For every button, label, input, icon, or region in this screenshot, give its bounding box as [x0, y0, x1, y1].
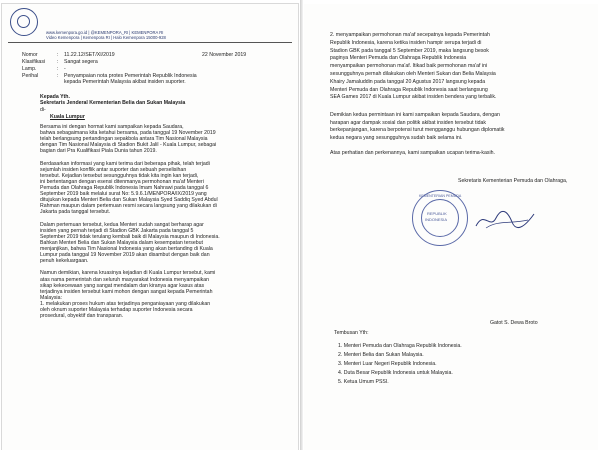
letterhead-contact-2: Video Kemenpora | Kemenpora RI | Halo Kemenpora 15000-928 — [46, 35, 166, 40]
letterhead-rule — [8, 42, 292, 43]
cc-heading: Tembusan Yth: — [334, 330, 369, 336]
body-text-line: oleh oknum suporter Malaysia terhadap suporter Indonesia secara — [40, 307, 193, 313]
point-2-line: Menteri Pemuda dan Olahraga Republik Indonesia saat berlangsung — [330, 86, 488, 93]
cc-item: 2. Menteri Belia dan Sukan Malaysia. — [338, 352, 424, 358]
stamp-text-mid: REPUBLIK — [427, 211, 447, 216]
body-text-line: Malaysia: — [40, 294, 62, 301]
perihal-label: Perihal — [22, 73, 39, 79]
point-2-line: menyampaikan permohonan ma'af. Itikad baik permohonan ma'af ini — [330, 63, 488, 70]
body-text-line: Lumpur pada tanggal 19 November 2019 akan disambut dengan baik dan — [40, 252, 210, 259]
point-2-line: paginya Menteri Pemuda dan Olahraga Republik Indonesia — [330, 55, 467, 62]
point-2-line: Stadion GBK pada tanggal 5 September 2019, maka langsung besok — [330, 47, 489, 54]
body-text-line: Pemuda dan Olahraga Republik Indonesia Imam Nahrawi pada tanggal 6 — [40, 185, 209, 191]
body-text-line: Bahkan Menteri Belia dan Sukan Malaysia dalam kesempatan tersebut — [40, 239, 203, 246]
klasifikasi-label: Klasifikasi — [22, 59, 46, 65]
cc-item: 5. Ketua Umum PSSI. — [338, 379, 389, 385]
cc-item: 1. Menteri Pemuda dan Olahraga Republik Indonesia. — [338, 343, 462, 349]
body-text-line: Namun demikian, karena kruasinya kejadian di Kuala Lumpur tersebut, kami — [40, 270, 216, 277]
nomor-value: 11.22.12/SET/XI/2019 — [64, 52, 115, 58]
recipient-di: di- — [40, 107, 46, 113]
body-text-line: ditujukan kepada Menteri Belia dan Sukan Malaysia Syed Saddiq Syed Abdul — [40, 197, 218, 204]
signatory-name: Gatot S. Dewa Broto — [490, 320, 538, 326]
body-text-line: Rahman maupun dalam pertemuan resmi secara langsung yang dilakukan di — [40, 203, 217, 210]
body-text-line: bahwa sebagaimana kita ketahui bersama, pada tanggal 19 November 2019 — [40, 130, 216, 137]
body-text-line: insiden yang pernah terjadi di Stadion GBK Jakarta pada tanggal 5 — [40, 227, 194, 234]
letterhead-contact-1: www.kemenpora.go.id | @KEMENPORA_RI | KEMENPORA RI — [46, 30, 164, 35]
perihal-value-1: Penyampaian nota protes Pemerintah Republik Indonesia — [64, 73, 197, 79]
lamp-value: - — [64, 66, 66, 72]
recipient-city: Kuala Lumpur — [50, 114, 85, 120]
body-text-line: telah berlangsung pertandingan sepakbola antara Tim Nasional Malaysia — [40, 136, 208, 143]
cc-item: 3. Menteri Luar Negeri Republik Indonesia. — [338, 361, 437, 367]
body-text-line: penuh kekeluargaan. — [40, 258, 89, 265]
body-text-line: sejumlah insiden konflik antar suporter dan sebuah perselisihan — [40, 166, 187, 173]
lamp-label: Lamp. — [22, 66, 37, 72]
closing-line: Demikian kedua permintaan ini kami sampaikan kepada Saudara, dengan — [330, 112, 500, 118]
perihal-value-2: kepada Pemerintah Malaysia akibat insiden suporter. — [64, 79, 186, 85]
body-text-line: Dalam pertemuan tersebut, kedua Menteri sudah sangat berharap agar — [40, 221, 204, 228]
body-text-line: bagian dari Pra Kualifikasi Piala Dunia tahun 2019. — [40, 148, 157, 155]
closing-line: berkepanjangan, karena berpotensi turut mengganggu hubungan diplomatik — [330, 127, 505, 133]
body-text-line: 1. melakukan proses hukum atas terjadinya penganiayaan yang dilakukan — [40, 300, 211, 307]
closing-line: harapan agar dampak sosial dan politik akibat insiden tersebut tidak — [330, 119, 487, 126]
body-text-line: Berdasarkan informasi yang kami terima dari beberapa pihak, telah terjadi — [40, 160, 210, 167]
letterhead — [2, 4, 298, 48]
letter-date: 22 November 2019 — [202, 52, 247, 58]
point-2-line: Republik Indonesia, karena ketika insiden hampir serupa terjadi di — [330, 39, 482, 46]
body-text-line: September 2019 baik melalui surat No: 5.9.6.1/MENPORA/IX/2019 yang — [40, 191, 207, 198]
body-text-line: menjanjikan, bahwa Tim Nasional Indonesia yang akan bertanding di Kuala — [40, 246, 213, 252]
body-text-line: tersebut. Kejadian tersebut sesungguhnya tidak kita ingin kan terjadi, — [40, 172, 199, 179]
body-text-line: ini bertentangan dengan esensi ditenmanya permohonan ma'af Menteri — [40, 178, 204, 185]
closing-line: Atas perhatian dan perkenannya, kami sampaikan ucapan terima-kasih. — [330, 149, 495, 156]
body-text-line: terjadinya insiden tersebut kami mohon dengan sangat kepada Pemerintah — [40, 288, 213, 295]
body-text-line: Jakarta pada tanggal tersebut. — [40, 209, 111, 216]
body-text-line: prosedural, obyektif dan transparan. — [40, 313, 124, 320]
kemenpora-logo-icon — [10, 8, 38, 36]
page-gutter — [300, 0, 303, 450]
handwritten-signature — [474, 208, 536, 232]
recipient-yth: Kepada Yth. — [40, 94, 70, 100]
closing-line: kedua negara yang sesungguhnya sudah baik selama ini. — [330, 134, 463, 141]
body-text-line: sikap kekecewaan yang sangat mendalam dan kiranya agar kasus atas — [40, 282, 205, 289]
body-text-line: atas nama pemerintah dan seluruh masyarakat Indonesia menyampaikan — [40, 276, 209, 283]
letter-page-2 — [304, 4, 598, 450]
cc-item: 4. Duta Besar Republik Indonesia untuk Malaysia. — [338, 370, 453, 376]
official-stamp — [412, 190, 468, 246]
point-2-line: sesungguhnya pernah dilakukan oleh Menteri Sukan dan Belia Malaysia — [330, 71, 496, 77]
stamp-text-bot: INDONESIA — [425, 217, 448, 222]
stamp-text-top: KEMENTERIAN PEMUDA — [419, 194, 462, 198]
point-2-line: 2. menyampaikan permohonan ma'af secepatnya kepada Pemerintah — [330, 32, 490, 38]
point-2-line: SEA Games 2017 di Kuala Lumpur akibat insiden bendera yang terbalik. — [330, 94, 497, 101]
point-2-line: Khairy Jamaluddin pada tanggal 20 Agustus 2017 langsung kepada — [330, 78, 486, 85]
body-text-line: Bersama ini dengan hormat kami sampaikan kepada Saudara, — [40, 124, 184, 130]
nomor-label: Nomor — [22, 52, 38, 58]
body-text-line: dengan Tim Nasional Malaysia di Stadion Bukit Jalil - Kuala Lumpur, sebagai — [40, 142, 217, 149]
recipient-title: Sekretaris Jenderal Kementerian Belia dan Sukan Malaysia — [40, 100, 186, 106]
body-text-line: September 2019 tidak terulang kembali baik di Malaysia maupun di Indonesia. — [40, 233, 220, 240]
klasifikasi-value: Sangat segera — [64, 59, 98, 65]
signatory-title: Sekretaris Kementerian Pemuda dan Olahraga, — [458, 178, 568, 184]
letter-page-1: www.kemenpora.go.id | @KEMENPORA_RI | KEMENPORA RI Video Kemenpora | Kemenpora RI | Halo Kemenpora 15000-928 Nomor : 11.22.12/SET/XI/2019 22 November 2019 Klasifikasi : Sangat segera Lamp. : - Perihal : Penyampaian nota protes Pemerintah Republik Indonesia kepada Pemerintah Malaysia akibat insiden suporter. Kepada Yth. Sekretaris Jenderal Kementerian Belia dan Sukan Malaysia di- Kuala Lumpur Bersama ini dengan hormat kami sampaikan kepada Saudara, bahwa sebagaimana kita ketahui bersama, pada tanggal 19 November 2019 telah berlangsung pertandingan sepakbola antara Tim Nasional Malaysia dengan Tim Nasional Malaysia di Stadion Bukit Jalil - Kuala Lumpur, sebagai bagian dari Pra Kualifikasi Piala Dunia tahun 2019. Berdasarkan informasi yang kami terima dari beberapa pihak, telah terjadi sejumlah insiden konflik antar suporter dan sebuah perselisihan tersebut. Kejadian tersebut sesungguhnya tidak kita ingin kan terjadi, ini bertentangan dengan esensi ditenmanya permohonan ma'af Menteri Pemuda dan Olahraga Republik Indonesia Imam Nahrawi pada tanggal 6 September 2019 baik melalui surat No: 5.9.6.1/MENPORA/IX/2019 yang ditujukan kepada Menteri Belia dan Sukan Malaysia Syed Saddiq Syed Abdul Rahman maupun dalam pertemuan resmi secara langsung yang dilakukan di Jakarta pada tanggal tersebut. Dalam pertemuan tersebut, kedua Menteri sudah sangat berharap agar insiden yang pernah terjadi di Stadion GBK Jakarta pada tanggal 5 September 2019 tidak terulang kembali baik di Malaysia maupun di Indonesia. Bahkan Menteri Belia dan Sukan Malaysia dalam kesempatan tersebut menjanjikan, bahwa Tim Nasional Indonesia yang akan bertanding di Kuala Lumpur pada tanggal 19 November 2019 akan disambut dengan baik dan penuh kekeluargaan. Namun demikian, karena kruasinya kejadian di Kuala Lumpur tersebut, kami atas nama pemerintah dan seluruh masyarakat Indonesia menyampaikan sikap kekecewaan yang sangat mendalam dan kiranya agar kasus atas terjadinya insiden tersebut kami mohon dengan sangat kepada Pemerintah Malaysia: 1. melakukan proses hukum atas terjadinya penganiayaan yang dilakukan oleh oknum suporter Malaysia terhadap suporter Indonesia secara prosedural, obyektif dan transparan. — [2, 4, 298, 450]
